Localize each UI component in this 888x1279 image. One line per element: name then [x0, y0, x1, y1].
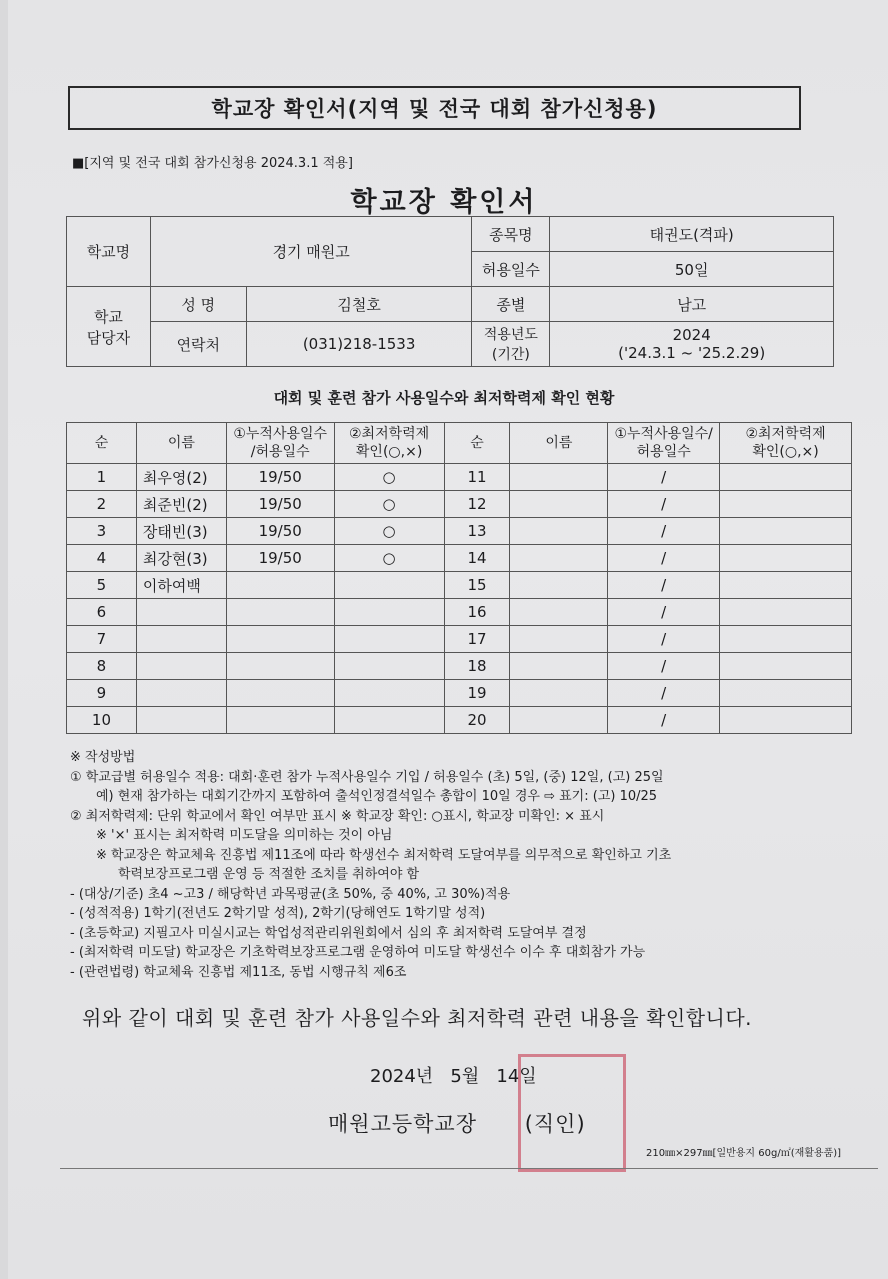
- gender-label: 종별: [472, 287, 550, 322]
- row-num: 7: [67, 626, 137, 653]
- note-9: - (관련법령) 학교체육 진흥법 제11조, 동법 시행규칙 제6조: [70, 964, 407, 980]
- row-num: 8: [67, 653, 137, 680]
- row-num: 10: [67, 707, 137, 734]
- note-1b: 예) 현재 참가하는 대회기간까지 포함하여 출석인정결석일수 총합이 10일 경우 ⇨ 표기: (고) 10/25: [96, 789, 658, 804]
- row-name-right: [510, 545, 608, 572]
- row-name: [136, 626, 226, 653]
- row-num: 5: [67, 572, 137, 599]
- note-7: - (초등학교) 지필고사 미실시교는 학업성적관리위원회에서 심의 후 최저학력 도달여부 결정: [70, 925, 587, 941]
- table-row: [67, 518, 852, 545]
- row-days-right: /: [608, 464, 720, 491]
- row-days: [226, 626, 334, 653]
- row-num-right: 18: [444, 653, 510, 680]
- note-2: ② 최저학력제: 단위 학교에서 확인 여부만 표시 ※ 학교장 확인: ○표시, 학교장 미확인: × 표시: [70, 808, 605, 824]
- row-name: 최준빈(2): [136, 491, 226, 518]
- header-days: ①누적사용일수 /허용일수: [226, 423, 334, 464]
- event-label: 종목명: [472, 217, 550, 252]
- note-5: - (대상/기준) 초4 ~고3 / 해당학년 과목평균(초 50%, 중 40%, 고 30%)적용: [70, 886, 511, 902]
- table-row: [67, 626, 852, 653]
- row-num: 6: [67, 599, 137, 626]
- confirmation-statement: 위와 같이 대회 및 훈련 참가 사용일수와 최저학력 관련 내용을 확인합니다.: [82, 1006, 753, 1030]
- row-num: 3: [67, 518, 137, 545]
- banner-title: 학교장 확인서(지역 및 전국 대회 참가신청용): [68, 86, 801, 130]
- row-num-right: 16: [444, 599, 510, 626]
- row-academic-right: [720, 680, 852, 707]
- row-academic-right: [720, 626, 852, 653]
- gender-value: 남고: [550, 287, 834, 322]
- table-row: [67, 653, 852, 680]
- row-name-right: [510, 518, 608, 545]
- row-days-right: /: [608, 545, 720, 572]
- row-num-right: 15: [444, 572, 510, 599]
- form-note: ■[지역 및 전국 대회 참가신청용 2024.3.1 적용]: [72, 156, 353, 171]
- row-academic-right: [720, 464, 852, 491]
- row-num-right: 20: [444, 707, 510, 734]
- row-days-right: /: [608, 707, 720, 734]
- row-academic-right: [720, 491, 852, 518]
- row-academic-right: [720, 653, 852, 680]
- row-days-right: /: [608, 653, 720, 680]
- row-academic-right: [720, 572, 852, 599]
- days-value: 50일: [550, 252, 834, 287]
- note-1a: ① 학교급별 허용일수 적용: 대회·훈련 참가 누적사용일수 기입 / 허용일수 (초) 5일, (중) 12일, (고) 25일: [70, 769, 664, 785]
- row-name-right: [510, 680, 608, 707]
- row-num: 2: [67, 491, 137, 518]
- row-name: 최강현(3): [136, 545, 226, 572]
- school-label: 학교명: [67, 217, 151, 287]
- row-num-right: 13: [444, 518, 510, 545]
- main-title: 학교장 확인서: [350, 187, 538, 218]
- row-name: 장태빈(3): [136, 518, 226, 545]
- row-days: 19/50: [226, 518, 334, 545]
- header-academic-right: ②최저학력제 확인(○,×): [720, 423, 852, 464]
- row-name-right: [510, 707, 608, 734]
- seal-label: (직인): [524, 1112, 586, 1136]
- event-value: 태권도(격파): [550, 217, 834, 252]
- row-name: 최우영(2): [136, 464, 226, 491]
- table-row: [67, 680, 852, 707]
- year-label: 적용년도 (기간): [472, 322, 550, 367]
- row-academic-right: [720, 599, 852, 626]
- section-title: 대회 및 훈련 참가 사용일수와 최저학력제 확인 현황: [273, 389, 615, 407]
- table-row: [67, 545, 852, 572]
- name-label: 성 명: [150, 287, 246, 322]
- table-row: [67, 491, 852, 518]
- row-academic: [334, 707, 444, 734]
- header-num-right: 순: [444, 423, 510, 464]
- row-days: 19/50: [226, 464, 334, 491]
- note-6: - (성적적용) 1학기(전년도 2학기말 성적), 2학기(당해연도 1학기말 성적): [70, 906, 486, 921]
- row-name: 이하여백: [136, 572, 226, 599]
- row-num: 4: [67, 545, 137, 572]
- row-name-right: [510, 653, 608, 680]
- row-name-right: [510, 599, 608, 626]
- school-info-table: [66, 216, 834, 367]
- row-num: 9: [67, 680, 137, 707]
- contact-label: 연락처: [150, 322, 246, 367]
- school-value: 경기 매원고: [150, 217, 472, 287]
- row-name-right: [510, 464, 608, 491]
- row-days: [226, 572, 334, 599]
- row-name: [136, 680, 226, 707]
- row-days: [226, 680, 334, 707]
- row-num-right: 17: [444, 626, 510, 653]
- header-name-right: 이름: [510, 423, 608, 464]
- row-name-right: [510, 572, 608, 599]
- header-num: 순: [67, 423, 137, 464]
- row-academic-right: [720, 707, 852, 734]
- table-row: [67, 599, 852, 626]
- contact-value: (031)218-1533: [246, 322, 472, 367]
- table-row: [67, 707, 852, 734]
- row-num-right: 19: [444, 680, 510, 707]
- row-days-right: /: [608, 680, 720, 707]
- row-name: [136, 653, 226, 680]
- header-academic: ②최저학력제 확인(○,×): [334, 423, 444, 464]
- signing-date: 2024년 5월 14일: [370, 1066, 537, 1087]
- paper-spec: 210㎜×297㎜[일반용지 60g/㎡(재활용품)]: [646, 1148, 842, 1159]
- header-name: 이름: [136, 423, 226, 464]
- signer-name: 매원고등학교장: [328, 1112, 478, 1136]
- year-value: 2024 ('24.3.1 ~ '25.2.29): [550, 322, 834, 367]
- row-days-right: /: [608, 572, 720, 599]
- note-4b: 학력보장프로그램 운영 등 적절한 조치를 취하여야 함: [118, 867, 420, 882]
- row-days-right: /: [608, 626, 720, 653]
- writing-instructions: [70, 748, 870, 982]
- row-academic: ○: [334, 545, 444, 572]
- bottom-rule: [60, 1168, 878, 1169]
- row-days: 19/50: [226, 491, 334, 518]
- header-days-right: ①누적사용일수/ 허용일수: [608, 423, 720, 464]
- row-num: 1: [67, 464, 137, 491]
- row-days: [226, 707, 334, 734]
- row-academic: [334, 599, 444, 626]
- row-academic: ○: [334, 491, 444, 518]
- row-academic: [334, 653, 444, 680]
- row-academic: ○: [334, 518, 444, 545]
- manager-label: 학교 담당자: [67, 287, 151, 367]
- notes-heading: ※ 작성방법: [70, 750, 136, 765]
- row-days-right: /: [608, 518, 720, 545]
- row-academic: [334, 572, 444, 599]
- row-academic-right: [720, 545, 852, 572]
- row-num-right: 12: [444, 491, 510, 518]
- row-name: [136, 707, 226, 734]
- row-days-right: /: [608, 599, 720, 626]
- row-academic: ○: [334, 464, 444, 491]
- table-row: [67, 572, 852, 599]
- row-name: [136, 599, 226, 626]
- participation-table: [66, 422, 852, 734]
- row-num-right: 14: [444, 545, 510, 572]
- note-8: - (최저학력 미도달) 학교장은 기초학력보장프로그램 운영하여 미도달 학생선수 이수 후 대회참가 가능: [70, 945, 646, 960]
- row-days-right: /: [608, 491, 720, 518]
- row-days: 19/50: [226, 545, 334, 572]
- note-4a: ※ 학교장은 학교체육 진흥법 제11조에 따라 학생선수 최저학력 도달여부를 의무적으로 확인하고 기초: [96, 847, 672, 863]
- note-3: ※ '×' 표시는 최저학력 미도달을 의미하는 것이 아님: [96, 828, 393, 843]
- row-academic-right: [720, 518, 852, 545]
- table-header-row: [67, 423, 852, 464]
- row-academic: [334, 680, 444, 707]
- table-row: [67, 464, 852, 491]
- days-label: 허용일수: [472, 252, 550, 287]
- row-name-right: [510, 491, 608, 518]
- row-academic: [334, 626, 444, 653]
- row-num-right: 11: [444, 464, 510, 491]
- row-name-right: [510, 626, 608, 653]
- row-days: [226, 653, 334, 680]
- official-seal-stamp: [518, 1054, 626, 1172]
- name-value: 김철호: [246, 287, 472, 322]
- row-days: [226, 599, 334, 626]
